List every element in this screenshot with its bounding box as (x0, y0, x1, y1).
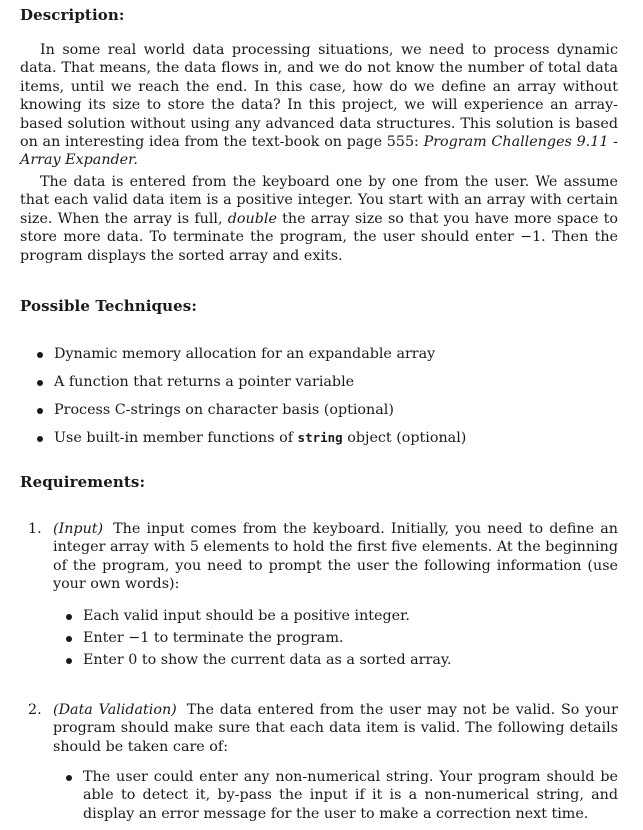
list-item-text: Enter 0 to show the current data as a sorted array. (83, 652, 452, 668)
requirement-2 (20, 701, 618, 756)
list-item-text: Enter −1 to terminate the program. (83, 630, 344, 646)
requirement-text: The input comes from the keyboard. Initially, you need to define an integer array with 5 elements to hold the first five elements. At the beginning of the program, you need to prompt the user the following information (use your own words): (53, 521, 618, 593)
list-item-text: Use built-in member functions of (54, 430, 298, 446)
list-item (65, 629, 610, 647)
list-item (36, 401, 596, 419)
bullet-icon (37, 380, 43, 386)
list-item-text: The user could enter any non-numerical string. Your program should be able to detect it, by-pass the input if it is a non-numerical string, and display an error message for the user to make a correction next time. (83, 769, 618, 822)
list-item-text: Each valid input should be a positive integer. (83, 608, 410, 624)
description-paragraph-2-part-b: the array size so that you have more space to store more data. To terminate the program, the user should enter −1. Then the program displays the sorted array and exits. (20, 210, 618, 264)
bullet-icon (37, 408, 43, 414)
requirement-title: (Data Validation) (53, 702, 177, 718)
requirement-number: 2. (28, 702, 42, 718)
requirement-1-list (65, 607, 610, 669)
list-item-text: Process C-strings on character basis (optional) (54, 402, 394, 418)
bullet-icon (66, 614, 72, 620)
list-item (65, 651, 610, 669)
description-paragraph-1 (20, 41, 618, 170)
double-emphasis: double (227, 210, 277, 227)
description-paragraph-2 (20, 173, 618, 265)
requirement-2-body (53, 701, 618, 756)
bullet-icon (66, 636, 72, 642)
requirement-2-list (65, 768, 618, 823)
code-string: string (297, 430, 343, 445)
description-paragraph-2-part-a: The data is entered from the keyboard one by one from the user. We assume that each valid data item is a positive integer. You start with an array with certain size. When the array is full, (20, 174, 618, 227)
list-item (36, 373, 596, 391)
bullet-icon (66, 775, 72, 781)
requirements-heading: Requirements: (20, 473, 146, 491)
list-item (36, 345, 596, 363)
program-challenge-reference: Program Challenges 9.11 - Array Expander. (20, 134, 618, 169)
list-item (36, 429, 596, 447)
list-item-text-end: object (optional) (342, 430, 467, 446)
list-item-text: A function that returns a pointer variable (54, 374, 355, 390)
description-paragraph-1-text: In some real world data processing situations, we need to process dynamic data. That means, the data flows in, and we do not know the number of total data items, until we reach the end. In this case, how do we define an array without knowing its size to store the data? In this project, we will experience an array-based solution without using any advanced data structures. This solution is based on an interesting idea from the text-book on page 555: (20, 42, 618, 151)
bullet-icon (37, 352, 43, 358)
requirement-title: (Input) (53, 521, 104, 537)
requirement-1 (20, 520, 618, 594)
description-heading: Description: (20, 6, 125, 24)
list-item-text: Dynamic memory allocation for an expandable array (54, 346, 436, 362)
techniques-heading: Possible Techniques: (20, 297, 197, 315)
bullet-icon (66, 658, 72, 664)
requirement-1-body (53, 520, 618, 594)
list-item (65, 607, 610, 625)
list-item (65, 768, 618, 823)
requirement-text: The data entered from the user may not be valid. So your program should make sure that each data item is valid. The following details should be taken care of: (53, 702, 618, 755)
requirement-number: 1. (28, 521, 42, 537)
bullet-icon (37, 436, 43, 442)
techniques-list (36, 345, 596, 447)
